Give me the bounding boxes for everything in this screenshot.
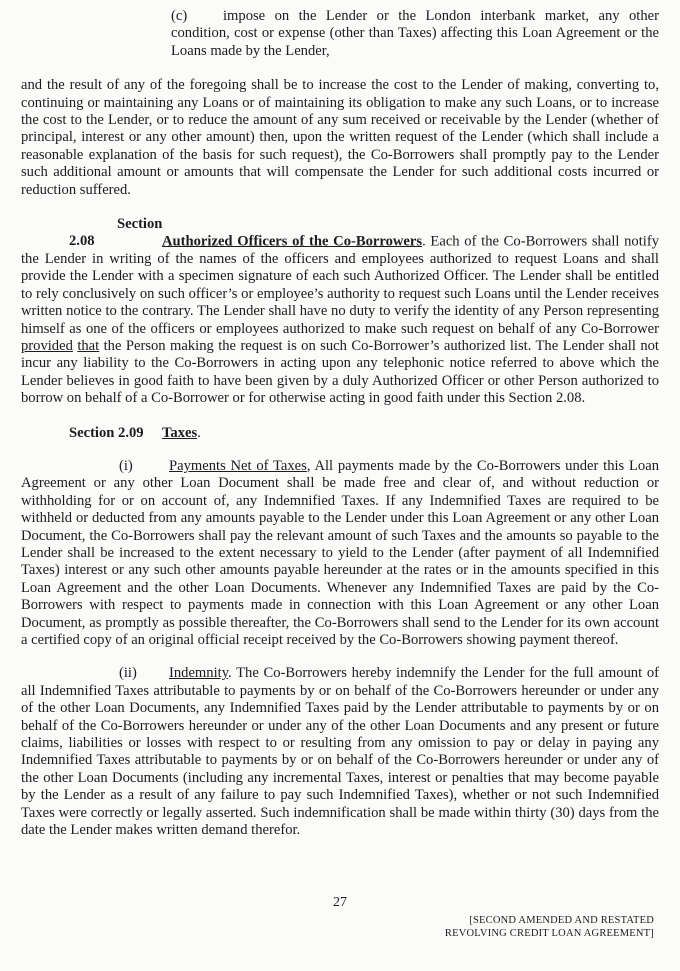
clause-i-title: Payments Net of Taxes xyxy=(169,457,307,474)
section-2-08-text-1: . Each of the Co-Borrowers shall notify the Lender in writing of the names of the officers and employees authorized to request Loans and shall provide the Lender with a specimen signature of each such Authorized Officer. The Lender shall be entitled to rely conclusively on such officer’s or employee’s authority to request such Loans until the Lender receives written notice to the contrary. The Lender shall have no duty to verify the identity of any Person representing himself as one of the officers or employees authorized to make such request on behalf of any Co-Borrower xyxy=(21,233,659,337)
section-2-08-title: Authorized Officers of the Co-Borrowers xyxy=(162,233,423,250)
page-number: 27 xyxy=(333,895,347,910)
section-2-09-title-suffix: . xyxy=(197,424,201,441)
clause-c-text: impose on the Lender or the London interbank market, any other condition, cost or expense (other than Taxes) affecting this Loan Agreement or the Loans made by the Lender, xyxy=(171,8,659,59)
clause-ii xyxy=(21,665,659,839)
section-2-09-number: Section 2.09 xyxy=(69,424,144,441)
section-2-09-heading xyxy=(21,425,659,442)
section-2-08 xyxy=(21,216,659,407)
clause-i-text: , All payments made by the Co-Borrowers under this Loan Agreement or any other Loan Document shall be made free and clear of, and without reduction or withholding for or on account of, any Indemnified Taxes. If any Indemnified Taxes are required to be withheld or deducted from any amounts payable to the Lender under this Loan Agreement or any other Loan Document, the Co-Borrowers shall pay the relevant amount of such Taxes and the amounts so payable to the Lender shall be increased to the extent necessary to yield to the Lender (after payment of all Indemnified Taxes) interest or any such other amounts payable hereunder at the rates or in the amounts specified in this Loan Agreement and the other Loan Documents. Whenever any Indemnified Taxes are paid by the Co-Borrowers with respect to payments made in connection with this Loan Agreement or any other Loan Document, as promptly as possible thereafter, the Co-Borrowers shall send to the Lender for its own account a certified copy of an original official receipt received by the Co-Borrowers showing payment thereof. xyxy=(21,457,659,648)
clause-ii-title: Indemnity xyxy=(169,665,229,682)
provided-term: provided xyxy=(21,337,73,354)
clause-c-label: (c) xyxy=(171,8,188,24)
section-2-09-title: Taxes xyxy=(162,424,198,441)
clause-ii-label: (ii) xyxy=(119,665,137,682)
clause-c xyxy=(21,8,659,60)
clause-ii-text: . The Co-Borrowers hereby indemnify the Lender for the full amount of all Indemnified Taxes attributable to payments by or on behalf of the Co-Borrowers hereunder or under any of the other Loan Documents, any Indemnified Taxes paid by the Lender attributable to payments by or on behalf of the Co-Borrowers hereunder or under any of the other Loan Documents and any present or future claims, liabilities or losses with respect to or resulting from any omission to pay or delay in paying any Indemnified Taxes attributable to payments by or on behalf of the Co-Borrowers hereunder or under any of the other Loan Documents (including any incremental Taxes, interest or penalties that may become payable by the Lender as a result of any failure to pay such Indemnified Taxes), whether or not such Indemnified Taxes were correctly or legally asserted. Such indemnification shall be made within thirty (30) days from the date the Lender makes written demand therefor. xyxy=(21,665,659,839)
section-2-08-number: Section 2.08 xyxy=(69,216,163,250)
footer-line-2: REVOLVING CREDIT LOAN AGREEMENT] xyxy=(444,928,654,939)
clause-i xyxy=(21,458,659,649)
that-term: that xyxy=(77,337,100,354)
clause-i-label: (i) xyxy=(119,457,133,474)
footer-line-1: [SECOND AMENDED AND RESTATED xyxy=(469,915,654,926)
document-footer xyxy=(445,914,654,940)
result-paragraph: and the result of any of the foregoing shall be to increase the cost to the Lender of making, converting to, continuing or maintaining any Loans or of maintaining its obligation to make any such Loans, or to increase the cost to the Lender, or to reduce the amount of any sum received or receivable by the Lender (whether of principal, interest or any other amount) then, upon the written request of the Lender (which shall include a reasonable explanation of the basis for such request), the Co-Borrowers shall promptly pay to the Lender such additional amount or amounts that will compensate the Lender for such additional costs incurred or reduction suffered. xyxy=(21,77,659,198)
section-2-08-text-2: the Person making the request is on such Co-Borrower’s authorized list. The Lender shall not incur any liability to the Co-Borrowers in acting upon any telephonic notice referred to above which the Lender believes in good faith to have been given by a duly Authorized Officer or other Person authorized to borrow on behalf of a Co-Borrower or for otherwise acting in good faith under this Section 2.08. xyxy=(21,337,659,407)
